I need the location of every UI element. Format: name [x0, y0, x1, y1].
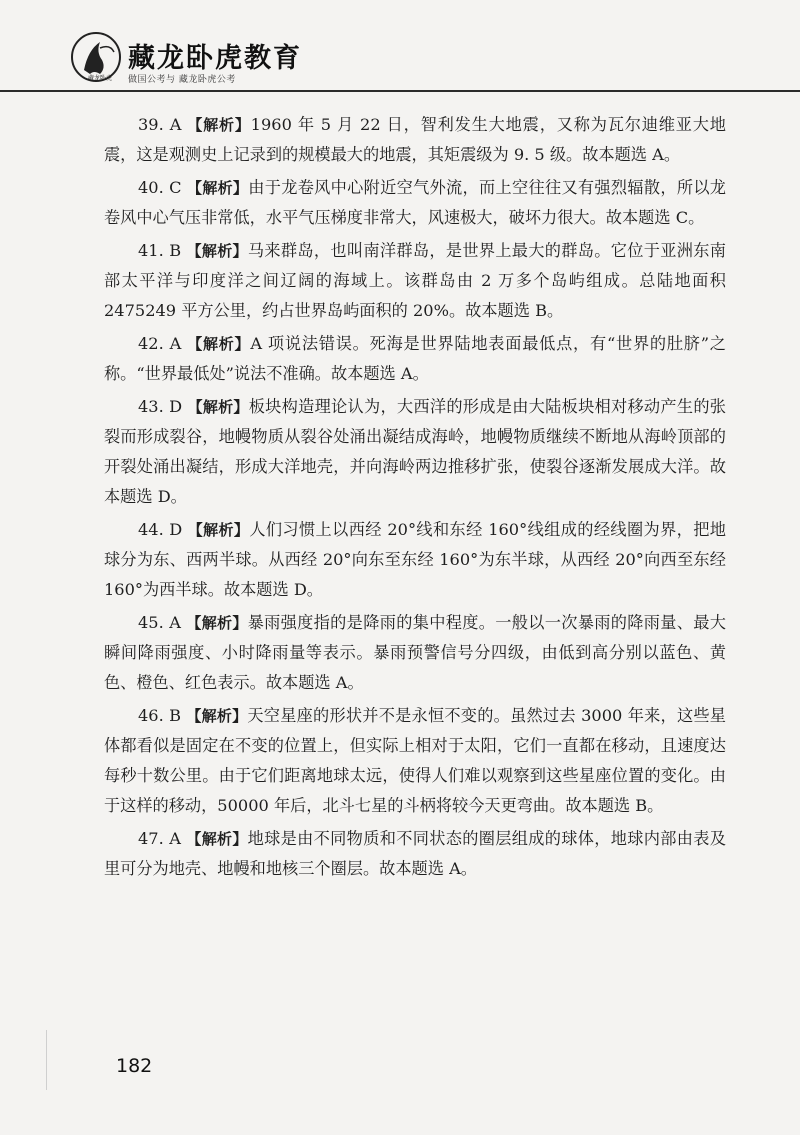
answer-46 [104, 701, 726, 821]
answer-45 [104, 608, 726, 698]
analysis-tag: 【解析】 [186, 242, 248, 260]
brand-subtitle: 做国公考与 藏龙卧虎公考 [128, 75, 236, 85]
margin-mark [46, 1030, 47, 1090]
answer-text: 天空星座的形状并不是永恒不变的。虽然过去 3000 年来，这些星体都看似是固定在不变的位置上，但实际上相对于太阳，它们一直都在移动，且速度达每秒十数公里。由于它们距离地球太远，使得人们难以观察到这些星座位置的变化。由于这样的移动，50000 年后，北斗七星的斗柄将较今天更弯曲。故本题选 B。 [104, 706, 726, 815]
answer-41 [104, 236, 726, 326]
answer-text: 1960 年 5 月 22 日，智利发生大地震，又称为瓦尔迪维亚大地震，这是观测史上记录到的规模最大的地震，其矩震级为 9. 5 级。故本题选 A。 [104, 115, 726, 164]
analysis-tag: 【解析】 [187, 116, 251, 134]
answer-39 [104, 110, 726, 170]
analysis-tag: 【解析】 [186, 614, 248, 632]
answer-text: 板块构造理论认为，大西洋的形成是由大陆板块相对移动产生的张裂而形成裂谷，地幔物质从裂谷处涌出凝结成海岭，地幔物质继续不断地从海岭顶部的开裂处涌出凝结，形成大洋地壳，并向海岭两边推移扩张，使裂谷逐渐发展成大洋。故本题选 D。 [104, 397, 726, 506]
analysis-tag: 【解析】 [187, 521, 250, 539]
answer-44 [104, 515, 726, 605]
answer-label: 45. A [138, 613, 181, 632]
answer-list [104, 110, 726, 887]
answer-label: 42. A [138, 334, 182, 353]
answer-47 [104, 824, 726, 884]
answer-40 [104, 173, 726, 233]
answer-text: 马来群岛，也叫南洋群岛，是世界上最大的群岛。它位于亚洲东南部太平洋与印度洋之间辽阔的海域上。该群岛由 2 万多个岛屿组成。总陆地面积 2475249 平方公里，约占世界岛屿面积的 20%。故本题选 B。 [104, 241, 726, 320]
analysis-tag: 【解析】 [187, 179, 249, 197]
brand-title: 藏龙卧虎教育 [128, 43, 302, 74]
answer-label: 40. C [138, 178, 182, 197]
answer-text: 地球是由不同物质和不同状态的圈层组成的球体，地球内部由表及里可分为地壳、地幔和地核三个圈层。故本题选 A。 [104, 829, 726, 878]
analysis-tag: 【解析】 [187, 398, 249, 416]
answer-label: 39. A [138, 115, 182, 134]
brand-logo [70, 30, 122, 84]
analysis-tag: 【解析】 [186, 830, 248, 848]
answer-label: 43. D [138, 397, 183, 416]
analysis-tag: 【解析】 [187, 335, 251, 353]
page-number: 182 [116, 1055, 153, 1077]
logo-text: 藏龙卧虎 [88, 75, 113, 82]
answer-42 [104, 329, 726, 389]
answer-text: 暴雨强度指的是降雨的集中程度。一般以一次暴雨的降雨量、最大瞬间降雨强度、小时降雨量等表示。暴雨预警信号分四级，由低到高分别以蓝色、黄色、橙色、红色表示。故本题选 A。 [104, 613, 726, 692]
answer-label: 44. D [138, 520, 183, 539]
page-header [0, 0, 800, 96]
analysis-tag: 【解析】 [186, 707, 248, 725]
answer-text: 人们习惯上以西经 20°线和东经 160°线组成的经线圈为界，把地球分为东、西两半球。从西经 20°向东至东经 160°为东半球，从西经 20°向西至东经 160°为西半球。故本题选 D。 [104, 520, 726, 599]
answer-text: 由于龙卷风中心附近空气外流，而上空往往又有强烈辐散，所以龙卷风中心气压非常低，水平气压梯度非常大，风速极大，破坏力很大。故本题选 C。 [104, 178, 726, 227]
answer-label: 46. B [138, 706, 182, 725]
answer-43 [104, 392, 726, 512]
answer-label: 47. A [138, 829, 181, 848]
answer-label: 41. B [138, 241, 182, 260]
header-rule [0, 90, 800, 92]
answer-text: A 项说法错误。死海是世界陆地表面最低点，有“世界的肚脐”之称。“世界最低处”说法不准确。故本题选 A。 [104, 334, 726, 383]
